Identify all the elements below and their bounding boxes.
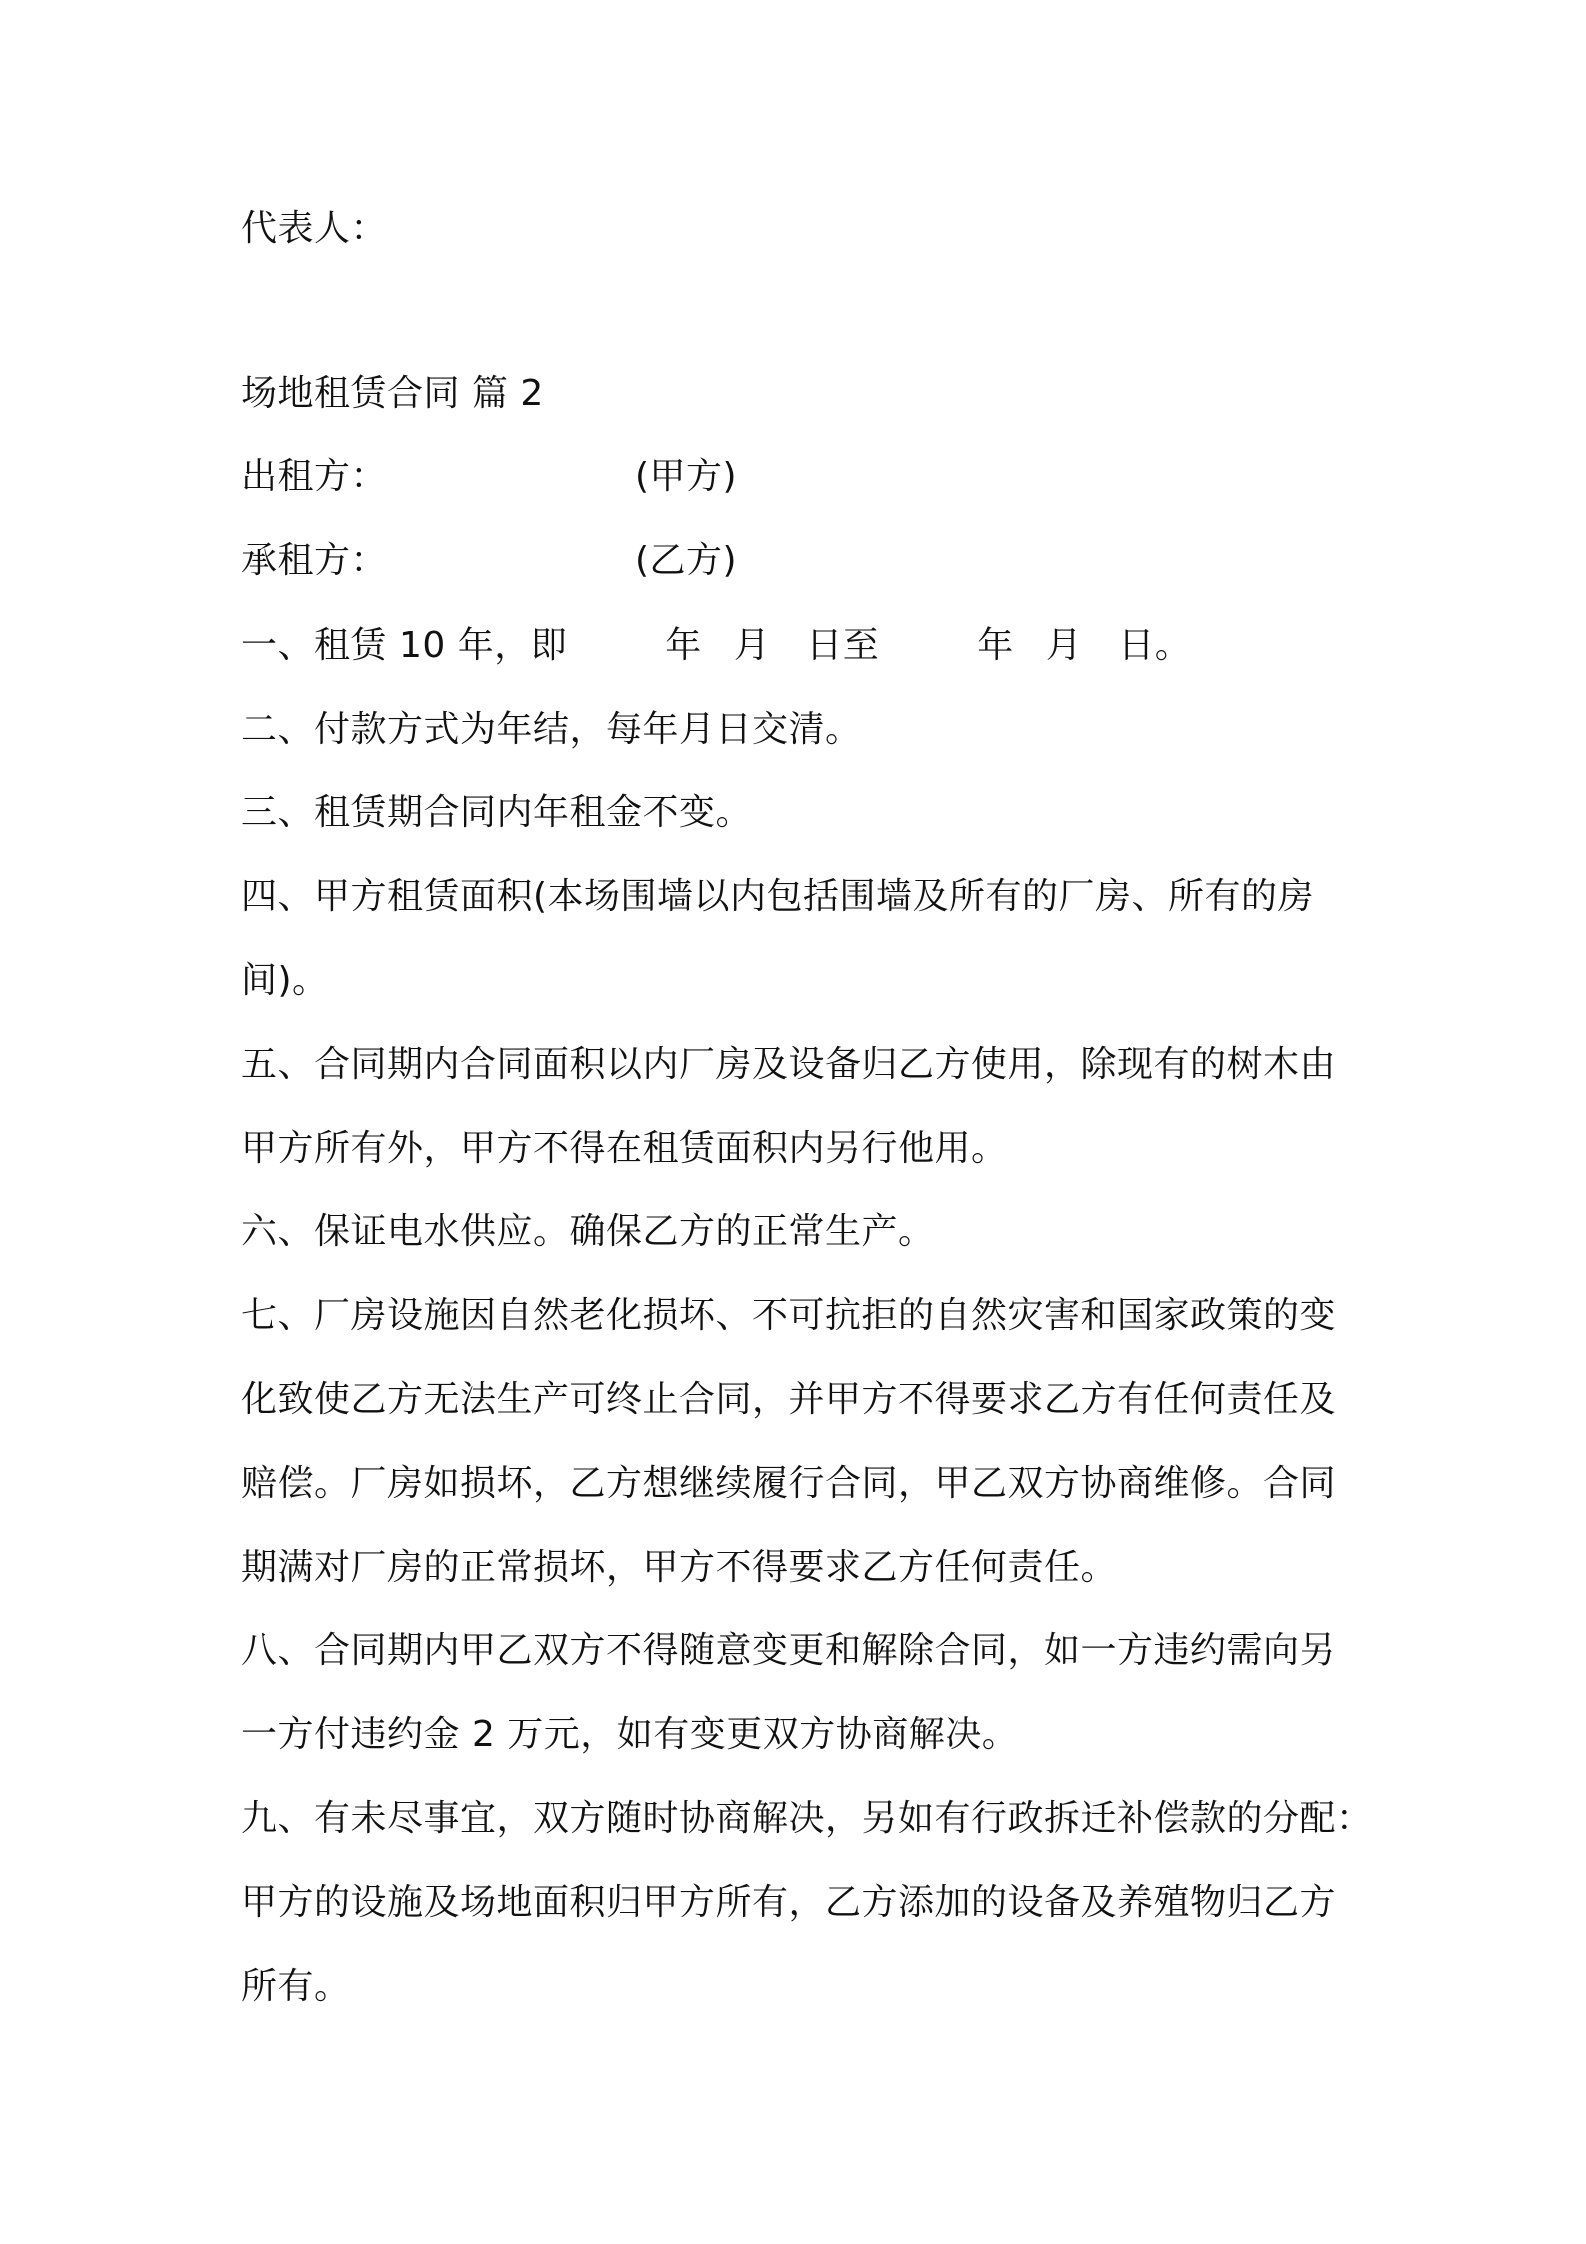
clause-3: 三、租赁期合同内年租金不变。 bbox=[241, 792, 753, 833]
clause-1-year-end: 年 bbox=[977, 625, 1014, 666]
clause-1-day-end: 日。 bbox=[1118, 625, 1192, 666]
clause-5-line-1: 五、合同期内合同面积以内厂房及设备归乙方使用，除现有的树木由 bbox=[241, 1044, 1337, 1085]
clause-8-line-1: 八、合同期内甲乙双方不得随意变更和解除合同，如一方违约需向另 bbox=[241, 1630, 1337, 1671]
clause-5-line-2: 甲方所有外，甲方不得在租赁面积内另行他用。 bbox=[241, 1128, 1008, 1169]
clause-7-line-2: 化致使乙方无法生产可终止合同，并甲方不得要求乙方有任何责任及 bbox=[241, 1379, 1337, 1420]
clause-1-month-start: 月 bbox=[733, 625, 771, 666]
clause-9-line-1: 九、有未尽事宜，双方随时协商解决，另如有行政拆迁补偿款的分配： bbox=[241, 1798, 1373, 1839]
representative-line: 代表人： bbox=[241, 208, 388, 249]
clause-9-line-3: 所有。 bbox=[241, 1966, 351, 2007]
clause-7-line-4: 期满对厂房的正常损坏，甲方不得要求乙方任何责任。 bbox=[241, 1547, 1118, 1588]
clause-7-line-3: 赔偿。厂房如损坏，乙方想继续履行合同，甲乙双方协商维修。合同 bbox=[241, 1463, 1337, 1504]
clause-8-line-2: 一方付违约金 2 万元，如有变更双方协商解决。 bbox=[241, 1714, 1019, 1755]
clause-1-year-start: 年 bbox=[665, 625, 702, 666]
clause-1 bbox=[241, 622, 1361, 670]
lessee-role: (乙方) bbox=[635, 540, 738, 581]
clause-2: 二、付款方式为年结，每年月日交清。 bbox=[241, 709, 862, 750]
lessor-label: 出租方： bbox=[241, 456, 388, 497]
clause-6: 六、保证电水供应。确保乙方的正常生产。 bbox=[241, 1211, 935, 1252]
section-title: 场地租赁合同 篇 2 bbox=[241, 373, 544, 414]
clause-4-line-1: 四、甲方租赁面积(本场围墙以内包括围墙及所有的厂房、所有的房 bbox=[241, 876, 1315, 917]
clause-7-line-1: 七、厂房设施因自然老化损坏、不可抗拒的自然灾害和国家政策的变 bbox=[241, 1295, 1337, 1336]
lessee-label: 承租方： bbox=[241, 540, 388, 581]
lessor-line bbox=[241, 453, 1361, 501]
lessor-role: (甲方) bbox=[635, 456, 738, 497]
clause-4-line-2: 间)。 bbox=[241, 960, 329, 1001]
clause-1-prefix: 一、租赁 10 年，即 bbox=[241, 625, 568, 666]
clause-1-day-to: 日至 bbox=[806, 625, 880, 666]
lessee-line bbox=[241, 537, 1361, 585]
clause-9-line-2: 甲方的设施及场地面积归甲方所有，乙方添加的设备及养殖物归乙方 bbox=[241, 1882, 1337, 1923]
clause-1-month-end: 月 bbox=[1045, 625, 1083, 666]
